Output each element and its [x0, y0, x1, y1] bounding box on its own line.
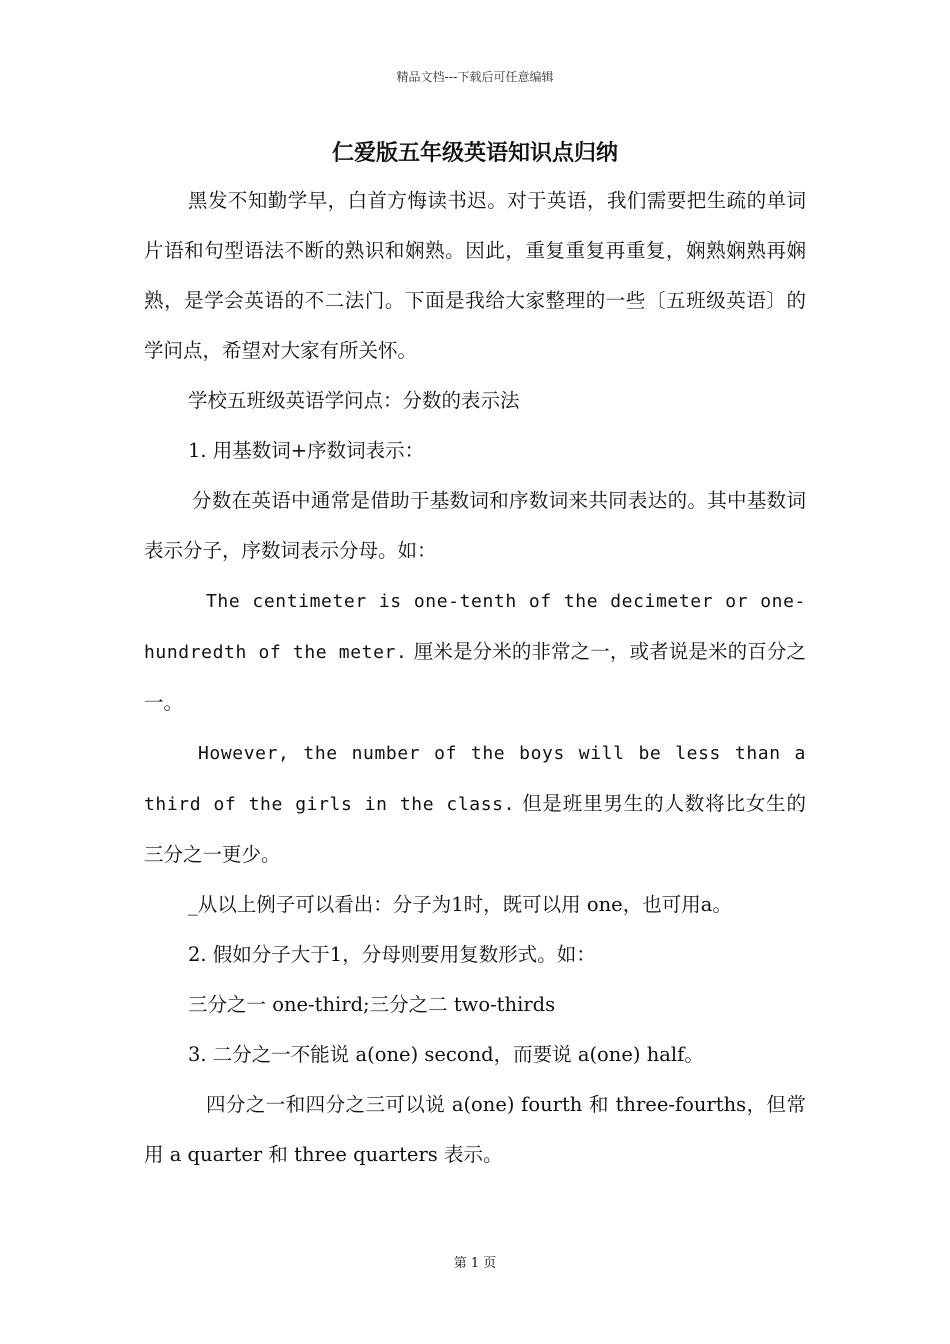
- rule-2-example: 三分之一 one-third;三分之二 two-thirds: [188, 993, 556, 1016]
- rule-3: 3. 二分之一不能说 a(one) second，而要说 a(one) half。: [188, 1043, 704, 1066]
- example-2-chinese: 但是班里男生的人数将比女生的三分之一更少。: [144, 792, 806, 866]
- example-1-english: The centimeter is one-tenth of the decimeter or one-hundredth of the meter.: [144, 591, 806, 663]
- rule-1-heading: 1. 用基数词+序数词表示：: [188, 439, 425, 462]
- document-body: [144, 176, 806, 1180]
- example-2-english: However, the number of the boys will be less than a third of the girls in the class.: [144, 743, 806, 815]
- intro-paragraph: 黑发不知勤学早，白首方悔读书迟。对于英语，我们需要把生疏的单词片语和句型语法不断的熟识和娴熟。因此，重复重复再重复，娴熟娴熟再娴熟，是学会英语的不二法门。下面是我给大家整理的一些〔五班级英语〕的学问点，希望对大家有所关怀。: [144, 189, 806, 362]
- example-2: [144, 728, 806, 880]
- example-1-chinese: 厘米是分米的非常之一，或者说是米的百分之一。: [144, 640, 806, 714]
- example-1: [144, 576, 806, 728]
- page-number: 第 1 页: [453, 1256, 497, 1271]
- section-heading: 学校五班级英语学问点：分数的表示法: [188, 389, 520, 412]
- rule-1-note: _从以上例子可以看出：分子为1时，既可以用 one，也可用a。: [188, 893, 732, 916]
- rule-1-explanation: 分数在英语中通常是借助于基数词和序数词来共同表达的。其中基数词表示分子，序数词表示分母。如：: [144, 489, 806, 562]
- rule-3-note: 四分之一和四分之三可以说 a(one) fourth 和 three-fourths，但常用 a quarter 和 three quarters 表示。: [144, 1093, 806, 1166]
- header-note: 精品文档---下载后可任意编辑: [396, 70, 554, 84]
- document-title: 仁爱版五年级英语知识点归纳: [331, 141, 618, 166]
- rule-2: 2. 假如分子大于1，分母则要用复数形式。如：: [188, 943, 596, 966]
